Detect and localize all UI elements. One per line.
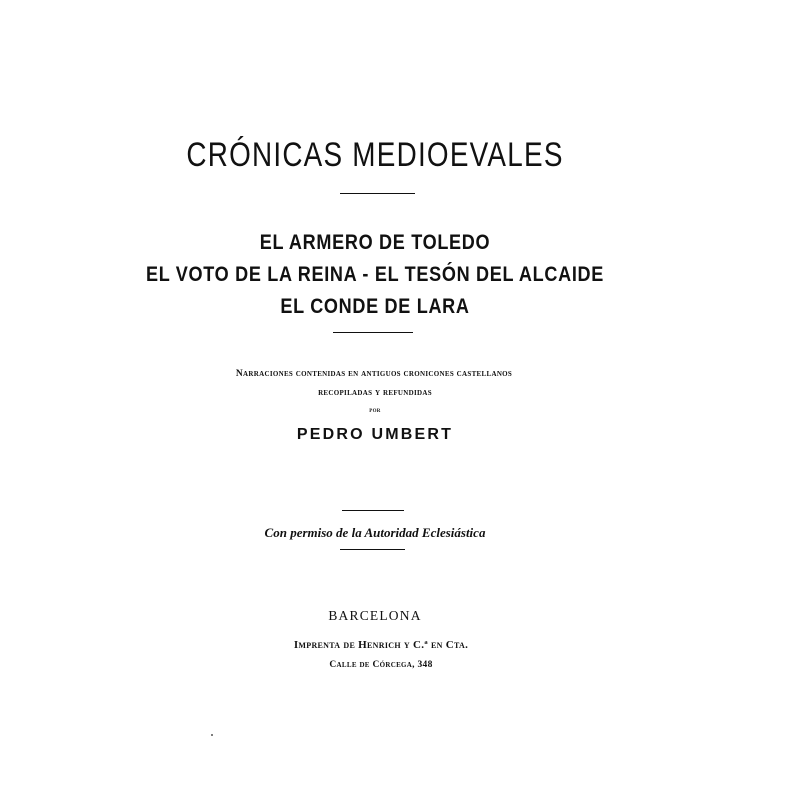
description-line-1: Narraciones contenidas en antiguos cronicones castellanos [235,369,513,379]
description-line-2: recopiladas y refundidas [318,388,432,398]
ecclesiastical-permission: Con permiso de la Autoridad Eclesiástica [264,525,486,540]
works-divider [333,332,413,333]
book-title: CRÓNICAS MEDIOEVALES [186,136,564,174]
paper-speck [211,734,213,736]
imprint-printer: Imprenta de Henrich y C.ª en Cta. [293,639,469,651]
imprint-address: Calle de Córcega, 348 [329,660,433,670]
work-title-3: EL CONDE DE LARA [280,295,470,318]
permission-divider-top [342,510,404,511]
by-label: por [369,406,381,414]
work-title-2: EL VOTO DE LA REINA - EL TESÓN DEL ALCAIDE [145,263,605,286]
imprint-city: BARCELONA [328,608,422,623]
title-divider [340,193,415,194]
author-name: PEDRO UMBERT [296,426,454,443]
permission-divider-bottom [340,549,405,550]
work-title-1: EL ARMERO DE TOLEDO [259,231,491,254]
